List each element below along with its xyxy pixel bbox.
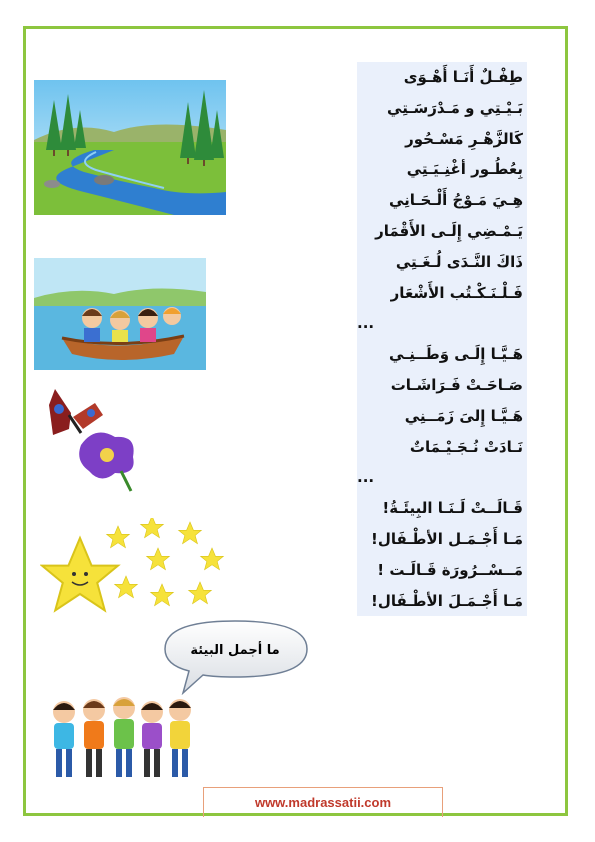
poem-line: مَـا أَجْـمَـل الأطْـفَال! [371, 529, 523, 548]
poem-line: هَـيَّـا إِلىَ زَمَــنِي [404, 406, 523, 425]
poem-line: بَـيْـتِي و مَـدْرَسَـتِي [387, 98, 523, 117]
poem-line: قَـالَــتْ لَـنَـا البِيئَـةُ! [382, 499, 523, 518]
poem-line: بِعُطُـور أغْنِـيَـتِي [406, 160, 523, 179]
children-in-boat-illustration [34, 258, 206, 370]
poem-line: صَـاحَـتْ فَـرَاشَـات [390, 375, 523, 394]
poem-line: هَـيَّـا إِلَـى وَطَــنِـي [388, 345, 523, 364]
poem-line: طِفْـلٌ أَنَـا أَهْـوَى [403, 68, 523, 86]
poem-ellipsis: ... [357, 314, 375, 333]
stars-illustration [40, 518, 230, 628]
poem-text [357, 62, 527, 616]
children-group-illustration [42, 690, 207, 785]
poem-line: كَالزَّهْـرِ مَسْـحُور [405, 129, 523, 148]
poem-line: مَـا أَجْـمَـلَ الأطْـفَال! [371, 591, 523, 610]
poem-line: يَـمْـضِي إِلَـى الأَقْمَار [375, 221, 523, 240]
poem-line: مَــسْــرُورَة قَـالَـت ! [377, 560, 523, 579]
poem-ellipsis: ... [357, 468, 375, 487]
speech-bubble [155, 615, 315, 695]
river-landscape-illustration [34, 80, 226, 215]
poem-line: فَـلْـنَـكْـتُب الأَشْعَار [390, 283, 523, 302]
speech-bubble-text: ما أجمل البيئة [190, 643, 280, 658]
poem-line: نَـادَتْ نُـجَـيْـمَاتٌ [409, 437, 523, 456]
poem-line: هِـيَ مَـوْجُ أَلْـحَـانِي [388, 191, 523, 210]
footer-website[interactable]: www.madrassatii.com [203, 787, 443, 817]
butterfly-flower-illustration [45, 385, 145, 495]
poem-line: ذَاكَ النَّـدَى لُـغَـتِي [395, 252, 523, 271]
